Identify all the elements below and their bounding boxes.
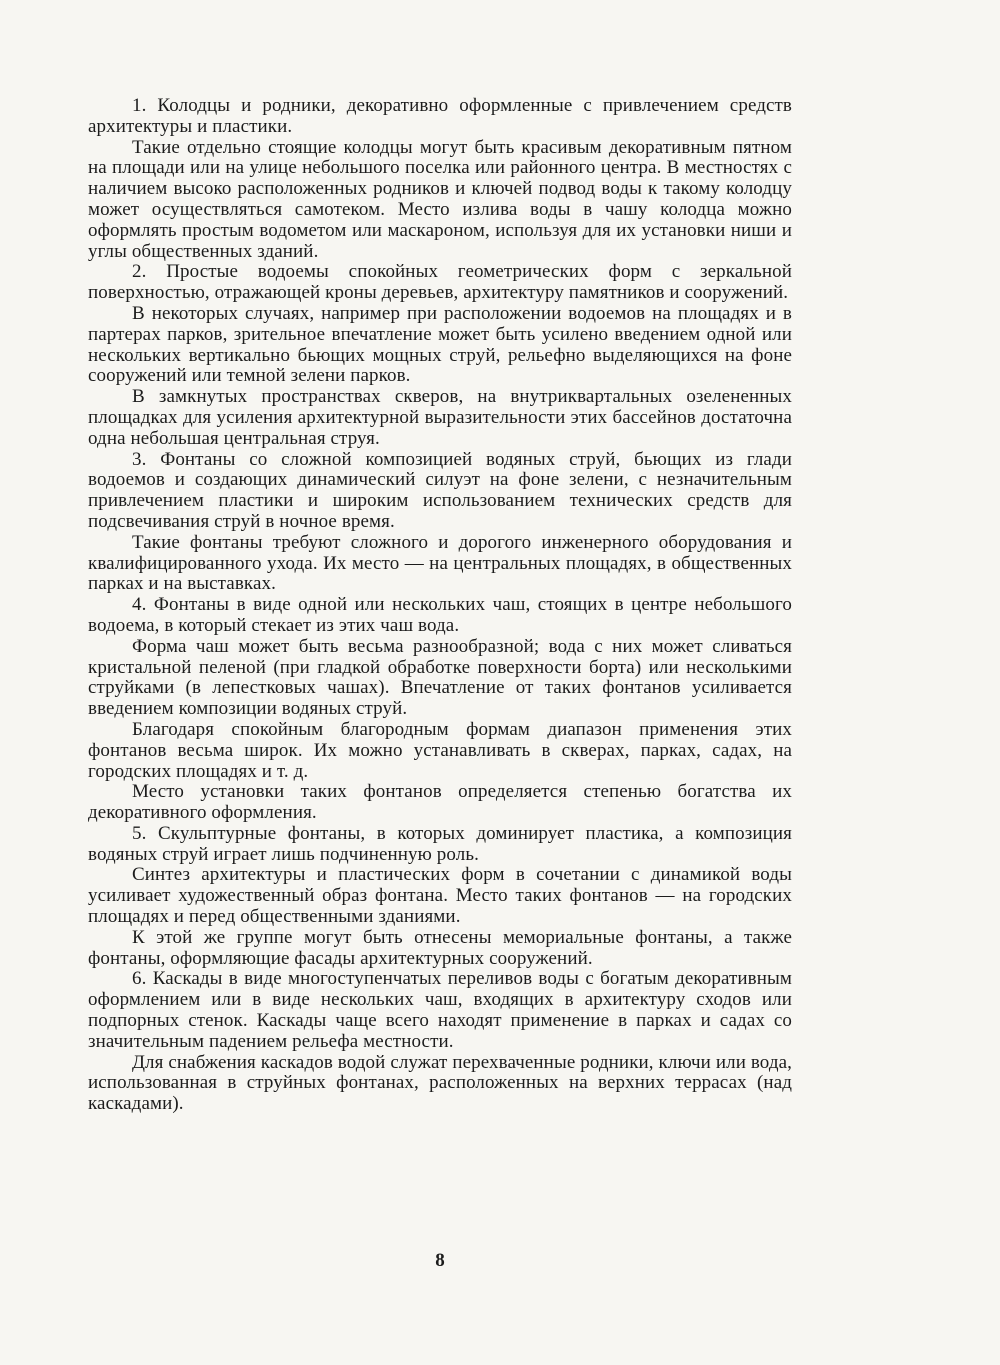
paragraph: Такие отдельно стоящие колодцы могут быть красивым декоративным пятном на площади или на улице небольшого поселка или районного центра. В местностях с наличием высоко расположенных родников и ключей подвод воды к такому колодцу может осуществляться самотеком. Место излива воды в чашу колодца можно оформлять простым водометом или маскароном, используя для их установки ниши и углы общественных зданий. — [88, 136, 792, 262]
paragraph: В замкнутых пространствах скверов, на внутриквартальных озелененных площадках для усиления архитектурной выразительности этих бассейнов достаточна одна небольшая центральная струя. — [88, 386, 792, 449]
page-number: 8 — [435, 1250, 445, 1271]
paragraph: Форма чаш может быть весьма разнообразной; вода с них может сливаться кристальной пеленой (при гладкой обработке поверхности борта) или несколькими струйками (в лепестковых чашах). Впечатление от таких фонтанов усиливается введением композиции водяных струй. — [88, 635, 792, 720]
paragraph: В некоторых случаях, например при расположении водоемов на площадях и в партерах парков, зрительное впечатление может быть усилено введением одной или нескольких вертикально бьющих мощных струй, рельефно выделяющихся на фоне сооружений или темной зелени парков. — [88, 302, 792, 387]
paragraph: Благодаря спокойным благородным формам диапазон применения этих фонтанов весьма широк. Их можно устанавливать в скверах, парках, садах, на городских площадях и т. д. — [88, 718, 792, 782]
paragraph: Место установки таких фонтанов определяется степенью богатства их декоративного оформления. — [88, 781, 792, 824]
paragraph-item-2: 2. Простые водоемы спокойных геометрических форм с зеркальной поверхностью, отражающей кроны деревьев, архитектуру памятников и сооружений. — [88, 261, 792, 304]
paragraph-item-3: 3. Фонтаны со сложной композицией водяных струй, бьющих из глади водоемов и создающих динамический силуэт на фоне зелени, с незначительным привлечением пластики и широким использованием технических средств для подсвечивания струй в ночное время. — [88, 448, 792, 532]
paragraph-item-6: 6. Каскады в виде многоступенчатых переливов воды с богатым декоративным оформлением или в виде нескольких чаш, входящих в архитектуру сходов или подпорных стенок. Каскады чаще всего находят применение в парках и садах со значительным падением рельефа местности. — [88, 968, 792, 1052]
paragraph: Синтез архитектуры и пластических форм в сочетании с динамикой воды усиливает художественный образ фонтана. Место таких фонтанов — на городских площадях и перед общественными зданиями. — [88, 864, 792, 928]
paragraph: Такие фонтаны требуют сложного и дорогого инженерного оборудования и квалифицированного ухода. Их место — на центральных площадях, в общественных парках и на выставках. — [88, 531, 792, 595]
paragraph-item-4: 4. Фонтаны в виде одной или нескольких чаш, стоящих в центре небольшого водоема, в который стекает из этих чаш вода. — [88, 594, 792, 636]
page-body — [88, 96, 792, 1115]
paragraph: Для снабжения каскадов водой служат перехваченные родники, ключи или вода, использованная в струйных фонтанах, расположенных на верхних террасах (над каскадами). — [88, 1051, 792, 1115]
paragraph-item-1: 1. Колодцы и родники, декоративно оформленные с привлечением средств архитектуры и пластики. — [88, 95, 792, 137]
paragraph: К этой же группе могут быть отнесены мемориальные фонтаны, а также фонтаны, оформляющие фасады архитектурных сооружений. — [88, 926, 792, 969]
paragraph-item-5: 5. Скульптурные фонтаны, в которых доминирует пластика, а композиция водяных струй играет лишь подчиненную роль. — [88, 822, 792, 865]
